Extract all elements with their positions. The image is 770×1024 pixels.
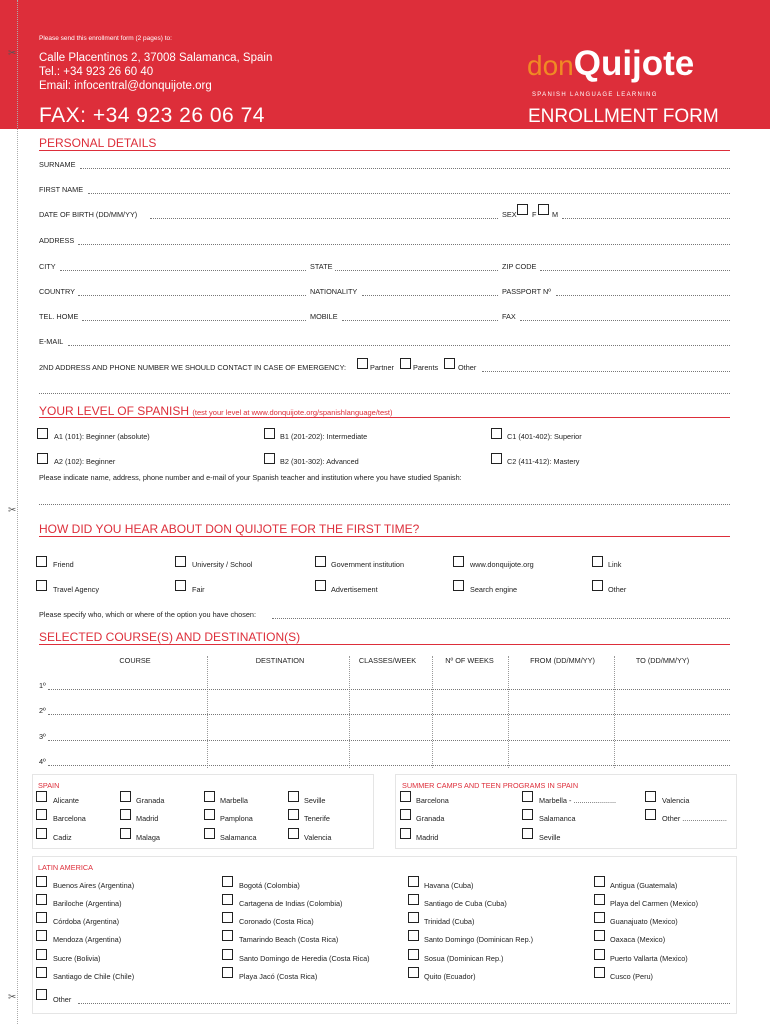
course-row-label: 2º	[39, 706, 46, 715]
section-rule	[39, 150, 730, 151]
course-row-field[interactable]	[48, 689, 730, 690]
parents-label: Parents	[413, 363, 439, 372]
latam-checkbox[interactable]	[408, 949, 419, 960]
a1-label: A1 (101): Beginner (absolute)	[54, 432, 150, 441]
spain-barcelona-label: Barcelona	[53, 814, 86, 823]
c2-checkbox[interactable]	[491, 453, 502, 464]
section-rule	[39, 536, 730, 537]
latam-label: Oaxaca (Mexico)	[610, 935, 666, 944]
section-rule	[39, 417, 730, 418]
summer-seville-label: Seville	[539, 833, 561, 842]
spain-valencia-checkbox[interactable]	[288, 828, 299, 839]
sex-label: SEX	[502, 210, 517, 219]
spain-malaga-checkbox[interactable]	[120, 828, 131, 839]
partner-checkbox[interactable]	[357, 358, 368, 369]
spain-granada-label: Granada	[136, 796, 165, 805]
hear-title: HOW DID YOU HEAR ABOUT DON QUIJOTE FOR THE FIRST TIME?	[39, 522, 420, 536]
spain-tenerife-label: Tenerife	[304, 814, 330, 823]
col-divider	[614, 656, 615, 768]
mobile-label: MOBILE	[310, 312, 338, 321]
latam-checkbox[interactable]	[36, 967, 47, 978]
c1-label: C1 (401-402): Superior	[507, 432, 582, 441]
latam-label: Puerto Vallarta (Mexico)	[610, 954, 688, 963]
hear-other-label: Other	[608, 585, 627, 594]
hear-government-checkbox[interactable]	[315, 556, 326, 567]
spain-granada-checkbox[interactable]	[120, 791, 131, 802]
sex-m-label: M	[552, 210, 559, 219]
courses-title: SELECTED COURSE(S) AND DESTINATION(S)	[39, 630, 301, 644]
b2-checkbox[interactable]	[264, 453, 275, 464]
address-label: ADDRESS	[39, 236, 75, 245]
emergency-field[interactable]	[482, 371, 730, 372]
spain-madrid-label: Madrid	[136, 814, 159, 823]
summer-title: SUMMER CAMPS AND TEEN PROGRAMS IN SPAIN	[402, 781, 579, 790]
b2-label: B2 (301-302): Advanced	[280, 457, 359, 466]
surname-field[interactable]	[80, 168, 730, 169]
latam-other-checkbox[interactable]	[36, 989, 47, 1000]
latam-label: Havana (Cuba)	[424, 881, 474, 890]
sex-f-checkbox[interactable]	[517, 204, 528, 215]
latam-checkbox[interactable]	[408, 894, 419, 905]
spain-salamanca-label: Salamanca	[220, 833, 257, 842]
dob-field[interactable]	[150, 218, 498, 219]
col-divider	[432, 656, 433, 768]
course-row-label: 1º	[39, 681, 46, 690]
latam-other-label: Other	[53, 995, 72, 1004]
other-emergency-checkbox[interactable]	[444, 358, 455, 369]
latam-label: Cusco (Peru)	[610, 972, 653, 981]
course-row-field[interactable]	[48, 765, 730, 766]
spain-cadiz-label: Cadiz	[53, 833, 72, 842]
tel-home-field[interactable]	[82, 320, 306, 321]
parents-checkbox[interactable]	[400, 358, 411, 369]
spain-barcelona-checkbox[interactable]	[36, 809, 47, 820]
email-line: Email: infocentral@donquijote.org	[39, 80, 212, 92]
spain-title: SPAIN	[38, 781, 60, 790]
latam-label: Sosua (Dominican Rep.)	[424, 954, 504, 963]
col-divider	[349, 656, 350, 768]
latam-checkbox[interactable]	[36, 949, 47, 960]
summer-seville-checkbox[interactable]	[522, 828, 533, 839]
col-to: TO (DD/MM/YY)	[635, 656, 690, 665]
latam-checkbox[interactable]	[222, 930, 233, 941]
latam-label: Coronado (Costa Rica)	[239, 917, 314, 926]
a2-checkbox[interactable]	[37, 453, 48, 464]
course-row-label: 3º	[39, 732, 46, 741]
other-emergency-label: Other	[458, 363, 477, 372]
latam-checkbox[interactable]	[408, 930, 419, 941]
latam-other-field[interactable]	[78, 1003, 730, 1004]
latam-label: Mendoza (Argentina)	[53, 935, 122, 944]
summer-other-checkbox[interactable]	[645, 809, 656, 820]
logo	[527, 44, 694, 84]
hear-specify-label: Please specify who, which or where of the option you have chosen:	[39, 610, 257, 619]
summer-granada-label: Granada	[416, 814, 445, 823]
level-title-text: YOUR LEVEL OF SPANISH	[39, 404, 190, 418]
address-line: Calle Placentinos 2, 37008 Salamanca, Spain	[39, 52, 273, 64]
country-label: COUNTRY	[39, 287, 75, 296]
latam-checkbox[interactable]	[36, 894, 47, 905]
scissors-icon: ✂	[8, 48, 17, 59]
hear-fair-label: Fair	[192, 585, 205, 594]
hear-advertisement-checkbox[interactable]	[315, 580, 326, 591]
summer-salamanca-checkbox[interactable]	[522, 809, 533, 820]
spain-valencia-label: Valencia	[304, 833, 332, 842]
col-divider	[508, 656, 509, 768]
zip-label: ZIP CODE	[502, 262, 537, 271]
summer-marbella-label: Marbella - .....................	[539, 796, 617, 805]
passport-label: PASSPORT Nº	[502, 287, 551, 296]
teacher-field[interactable]	[39, 504, 730, 505]
surname-label: SURNAME	[39, 160, 76, 169]
email-field[interactable]	[68, 345, 730, 346]
latam-label: Bariloche (Argentina)	[53, 899, 122, 908]
spain-madrid-checkbox[interactable]	[120, 809, 131, 820]
col-from: FROM (DD/MM/YY)	[530, 656, 595, 665]
c2-label: C2 (411-412): Mastery	[507, 457, 580, 466]
course-row-field[interactable]	[48, 714, 730, 715]
summer-other-label: Other ......................	[662, 814, 727, 823]
latam-label: Córdoba (Argentina)	[53, 917, 120, 926]
hear-advertisement-label: Advertisement	[331, 585, 378, 594]
latam-checkbox[interactable]	[222, 894, 233, 905]
teacher-note: Please indicate name, address, phone number and e-mail of your Spanish teacher and institution where you have studied Spanish:	[39, 473, 462, 482]
spain-alicante-checkbox[interactable]	[36, 791, 47, 802]
hear-search-engine-label: Search engine	[470, 585, 518, 594]
latam-checkbox[interactable]	[222, 949, 233, 960]
hear-university-checkbox[interactable]	[175, 556, 186, 567]
tel-line: Tel.: +34 923 26 60 40	[39, 66, 154, 78]
latam-label: Buenos Aires (Argentina)	[53, 881, 135, 890]
mobile-field[interactable]	[342, 320, 498, 321]
spain-tenerife-checkbox[interactable]	[288, 809, 299, 820]
spain-seville-label: Seville	[304, 796, 326, 805]
col-destination: DESTINATION	[255, 656, 305, 665]
summer-salamanca-label: Salamanca	[539, 814, 576, 823]
hear-other-checkbox[interactable]	[592, 580, 603, 591]
state-label: STATE	[310, 262, 333, 271]
col-weeks: Nº OF WEEKS	[445, 656, 494, 665]
col-course: COURSE	[119, 656, 151, 665]
section-rule	[39, 644, 730, 645]
b1-checkbox[interactable]	[264, 428, 275, 439]
hear-government-label: Government institution	[331, 560, 405, 569]
summer-madrid-checkbox[interactable]	[400, 828, 411, 839]
state-field[interactable]	[335, 270, 498, 271]
hear-fair-checkbox[interactable]	[175, 580, 186, 591]
latam-checkbox[interactable]	[222, 912, 233, 923]
logo-quijote: Quijote	[573, 44, 695, 83]
level-title	[39, 404, 393, 418]
summer-barcelona-checkbox[interactable]	[400, 791, 411, 802]
b1-label: B1 (201-202): Intermediate	[280, 432, 368, 441]
personal-details-title: PERSONAL DETAILS	[39, 136, 157, 150]
latam-checkbox[interactable]	[594, 912, 605, 923]
spain-pamplona-label: Pamplona	[220, 814, 253, 823]
summer-marbella-checkbox[interactable]	[522, 791, 533, 802]
latam-checkbox[interactable]	[36, 930, 47, 941]
latam-checkbox[interactable]	[222, 967, 233, 978]
latam-label: Tamarindo Beach (Costa Rica)	[239, 935, 339, 944]
summer-valencia-label: Valencia	[662, 796, 690, 805]
latam-checkbox[interactable]	[594, 967, 605, 978]
latam-label: Playa Jacó (Costa Rica)	[239, 972, 318, 981]
country-field[interactable]	[78, 295, 306, 296]
scissors-icon: ✂	[8, 992, 17, 1003]
latam-label: Playa del Carmen (Mexico)	[610, 899, 698, 908]
course-row-label: 4º	[39, 757, 46, 766]
sex-f-label: F	[532, 210, 537, 219]
col-classes-week: CLASSES/WEEK	[358, 656, 417, 665]
spain-seville-checkbox[interactable]	[288, 791, 299, 802]
hear-website-label: www.donquijote.org	[470, 560, 534, 569]
summer-granada-checkbox[interactable]	[400, 809, 411, 820]
a2-label: A2 (102): Beginner	[54, 457, 116, 466]
spain-pamplona-checkbox[interactable]	[204, 809, 215, 820]
send-note: Please send this enrollment form (2 pages) to:	[39, 35, 172, 42]
hear-search-engine-checkbox[interactable]	[453, 580, 464, 591]
latam-checkbox[interactable]	[594, 930, 605, 941]
latam-label: Santo Domingo de Heredia (Costa Rica)	[239, 954, 370, 963]
first-name-label: FIRST NAME	[39, 185, 84, 194]
fax-field[interactable]	[520, 320, 730, 321]
latam-label: Quito (Ecuador)	[424, 972, 476, 981]
cut-line	[17, 0, 18, 1024]
spain-salamanca-checkbox[interactable]	[204, 828, 215, 839]
nationality-label: NATIONALITY	[310, 287, 358, 296]
zip-field[interactable]	[540, 270, 730, 271]
city-field[interactable]	[60, 270, 306, 271]
latam-label: Trinidad (Cuba)	[424, 917, 475, 926]
hear-friend-checkbox[interactable]	[36, 556, 47, 567]
logo-don: don	[527, 50, 574, 81]
latam-label: Sucre (Bolivia)	[53, 954, 101, 963]
sex-field	[562, 218, 730, 219]
latam-checkbox[interactable]	[594, 894, 605, 905]
hear-friend-label: Friend	[53, 560, 74, 569]
latam-label: Cartagena de Indias (Colombia)	[239, 899, 343, 908]
email-label: E-MAIL	[39, 337, 64, 346]
spain-marbella-checkbox[interactable]	[204, 791, 215, 802]
latam-label: Guanajuato (Mexico)	[610, 917, 678, 926]
address-field[interactable]	[78, 244, 730, 245]
hear-travel-agency-checkbox[interactable]	[36, 580, 47, 591]
spain-cadiz-checkbox[interactable]	[36, 828, 47, 839]
latam-checkbox[interactable]	[594, 876, 605, 887]
col-divider	[207, 656, 208, 768]
latam-checkbox[interactable]	[408, 967, 419, 978]
partner-label: Partner	[370, 363, 394, 372]
hear-university-label: University / School	[192, 560, 253, 569]
passport-field[interactable]	[556, 295, 730, 296]
summer-madrid-label: Madrid	[416, 833, 439, 842]
latam-checkbox[interactable]	[408, 912, 419, 923]
city-label: CITY	[39, 262, 56, 271]
latam-checkbox[interactable]	[594, 949, 605, 960]
tel-home-label: TEL. HOME	[39, 312, 79, 321]
course-row-field[interactable]	[48, 740, 730, 741]
c1-checkbox[interactable]	[491, 428, 502, 439]
hear-link-label: Link	[608, 560, 622, 569]
fax-number: FAX: +34 923 26 06 74	[39, 104, 265, 127]
level-subtitle: (test your level at www.donquijote.org/spanishlanguage/test)	[192, 408, 393, 417]
latam-checkbox[interactable]	[222, 876, 233, 887]
latam-checkbox[interactable]	[36, 912, 47, 923]
emergency-field-2[interactable]	[39, 393, 730, 394]
a1-checkbox[interactable]	[37, 428, 48, 439]
latam-label: Antigua (Guatemala)	[610, 881, 678, 890]
latam-checkbox[interactable]	[408, 876, 419, 887]
summer-barcelona-label: Barcelona	[416, 796, 449, 805]
latam-checkbox[interactable]	[36, 876, 47, 887]
latam-label: Bogotá (Colombia)	[239, 881, 300, 890]
sex-m-checkbox[interactable]	[538, 204, 549, 215]
scissors-icon: ✂	[8, 505, 17, 516]
dob-label: DATE OF BIRTH (DD/MM/YY)	[39, 210, 138, 219]
nationality-field[interactable]	[362, 295, 498, 296]
hear-travel-agency-label: Travel Agency	[53, 585, 99, 594]
form-title: ENROLLMENT FORM	[528, 106, 719, 127]
summer-valencia-checkbox[interactable]	[645, 791, 656, 802]
fax-label: FAX	[502, 312, 516, 321]
spain-malaga-label: Malaga	[136, 833, 160, 842]
latam-label: Santo Domingo (Dominican Rep.)	[424, 935, 534, 944]
hear-website-checkbox[interactable]	[453, 556, 464, 567]
emergency-label: 2ND ADDRESS AND PHONE NUMBER WE SHOULD CONTACT IN CASE OF EMERGENCY:	[39, 363, 347, 372]
first-name-field[interactable]	[88, 193, 730, 194]
latam-label: Santiago de Chile (Chile)	[53, 972, 135, 981]
hear-link-checkbox[interactable]	[592, 556, 603, 567]
spain-alicante-label: Alicante	[53, 796, 79, 805]
spain-marbella-label: Marbella	[220, 796, 248, 805]
hear-specify-field[interactable]	[272, 618, 730, 619]
latam-label: Santiago de Cuba (Cuba)	[424, 899, 507, 908]
latam-title: LATIN AMERICA	[38, 863, 94, 872]
logo-tagline: SPANISH LANGUAGE LEARNING	[532, 92, 658, 98]
